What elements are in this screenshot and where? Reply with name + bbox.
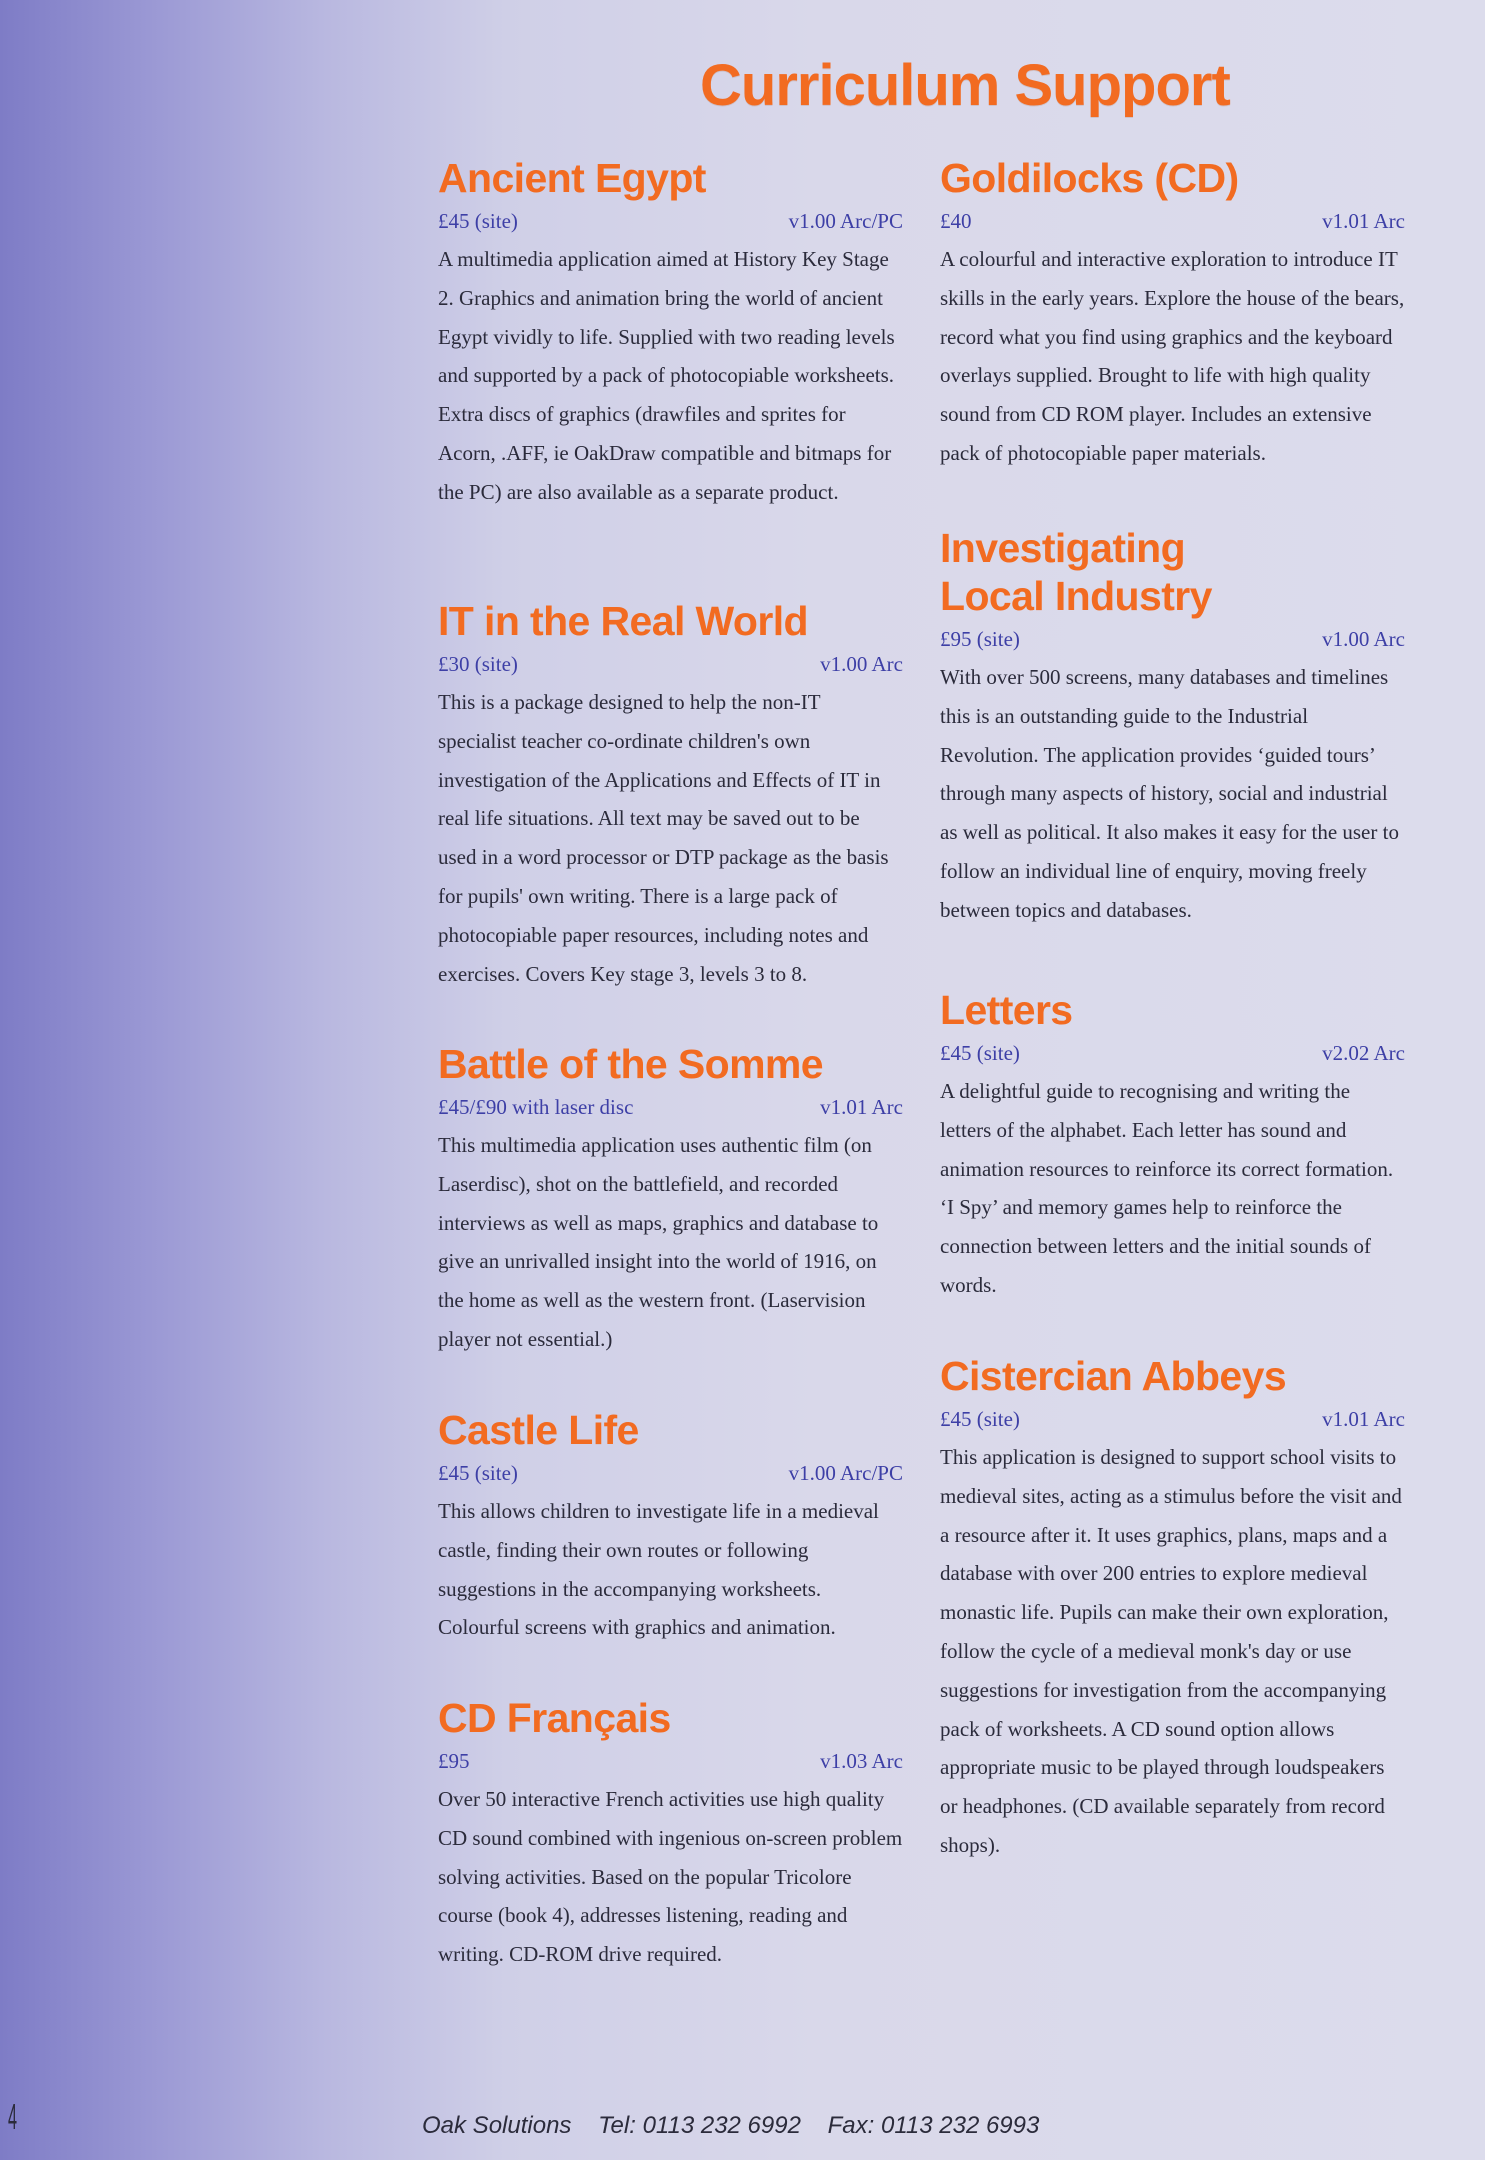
product-price: £40 <box>940 209 972 233</box>
product-description: This multimedia application uses authentic film (on Laserdisc), shot on the battlefield, and recorded interviews as well as maps, graphics and database to give an unrivalled insight into the world of 1916, on the home as well as the western front. (Laservision player not essential.) <box>438 1133 879 1351</box>
product-price: £45 (site) <box>438 1461 518 1485</box>
product-meta <box>940 206 1405 236</box>
product-battle-of-the-somme <box>438 1040 903 1359</box>
product-title: Castle Life <box>438 1407 639 1453</box>
product-goldilocks <box>940 154 1405 473</box>
product-meta <box>940 624 1405 654</box>
product-price: £30 (site) <box>438 652 518 676</box>
product-meta <box>438 1092 903 1122</box>
product-description: This application is designed to support school visits to medieval sites, acting as a stimulus before the visit and a resource after it. It uses graphics, plans, maps and a database with over 200 entries to explore medieval monastic life. Pupils can make their own exploration, follow the cycle of a medieval monk's day or use suggestions for investigation from the accompanying pack of worksheets. A CD sound option allows appropriate music to be played through loudspeakers or headphones. (CD available separately from record shops). <box>940 1445 1402 1857</box>
footer-contact <box>422 2112 1039 2140</box>
product-price: £45 (site) <box>940 1041 1020 1065</box>
product-description: With over 500 screens, many databases and timelines this is an outstanding guide to the Industrial Revolution. The application provides ‘guided tours’ through many aspects of history, social and industrial as well as political. It also makes it easy for the user to follow an individual line of enquiry, moving freely between topics and databases. <box>940 665 1399 922</box>
product-price: £45 (site) <box>438 209 518 233</box>
product-description: A delightful guide to recognising and writing the letters of the alphabet. Each letter has sound and animation resources to reinforce its correct formation. ‘I Spy’ and memory games help to reinforce the connection between letters and the initial sounds of words. <box>940 1079 1394 1297</box>
product-title: Ancient Egypt <box>438 155 706 201</box>
product-meta <box>438 1458 903 1488</box>
footer-tel: Tel: 0113 232 6992 <box>598 2112 801 2139</box>
product-title: CD Français <box>438 1695 671 1741</box>
product-version: v1.00 Arc/PC <box>788 209 903 233</box>
product-title: Cistercian Abbeys <box>940 1353 1287 1399</box>
product-investigating-local-industry <box>940 524 1405 930</box>
product-version: v1.01 Arc <box>1322 209 1405 233</box>
product-it-in-the-real-world <box>438 597 903 993</box>
product-title: Letters <box>940 987 1073 1033</box>
product-version: v1.00 Arc <box>820 652 903 676</box>
product-castle-life <box>438 1406 903 1647</box>
product-price: £95 <box>438 1749 470 1773</box>
product-description: Over 50 interactive French activities use high quality CD sound combined with ingenious on-screen problem solving activities. Based on the popular Tricolore course (book 4), addresses listening, reading and writing. CD-ROM drive required. <box>438 1787 903 1967</box>
product-meta <box>438 1746 903 1776</box>
product-cistercian-abbeys <box>940 1352 1405 1865</box>
product-title: Goldilocks (CD) <box>940 155 1239 201</box>
product-version: v1.03 Arc <box>820 1749 903 1773</box>
product-meta <box>438 649 903 679</box>
product-title: IT in the Real World <box>438 598 808 644</box>
product-price: £95 (site) <box>940 627 1020 651</box>
product-version: v1.01 Arc <box>820 1095 903 1119</box>
product-description: This is a package designed to help the non-IT specialist teacher co-ordinate children's own investigation of the Applications and Effects of IT in real life situations. All text may be saved out to be used in a word processor or DTP package as the basis for pupils' own writing. There is a large pack of photocopiable paper resources, including notes and exercises. Covers Key stage 3, levels 3 to 8. <box>438 690 889 986</box>
product-description: This allows children to investigate life in a medieval castle, finding their own routes or following suggestions in the accompanying worksheets. Colourful screens with graphics and animation. <box>438 1499 879 1640</box>
footer-company: Oak Solutions <box>422 2112 572 2139</box>
product-meta <box>940 1404 1405 1434</box>
product-price: £45/£90 with laser disc <box>438 1095 634 1119</box>
product-price: £45 (site) <box>940 1407 1020 1431</box>
page-number: 4 <box>8 2096 18 2137</box>
product-meta <box>438 206 903 236</box>
product-title: Investigating Local Industry <box>940 525 1212 619</box>
product-ancient-egypt <box>438 154 903 512</box>
page-title: Curriculum Support <box>700 53 1230 118</box>
product-description: A multimedia application aimed at History Key Stage 2. Graphics and animation bring the world of ancient Egypt vividly to life. Supplied with two reading levels and supported by a pack of photocopiable worksheets. Extra discs of graphics (drawfiles and sprites for Acorn, .AFF, ie OakDraw compatible and bitmaps for the PC) are also available as a separate product. <box>438 247 895 504</box>
product-description: A colourful and interactive exploration to introduce IT skills in the early years. Explore the house of the bears, record what you find using graphics and the keyboard overlays supplied. Brought to life with high quality sound from CD ROM player. Includes an extensive pack of photocopiable paper materials. <box>940 247 1405 465</box>
product-version: v1.00 Arc/PC <box>788 1461 903 1485</box>
product-title: Battle of the Somme <box>438 1041 823 1087</box>
product-letters <box>940 986 1405 1305</box>
product-cd-francais <box>438 1694 903 1974</box>
product-version: v1.00 Arc <box>1322 627 1405 651</box>
product-meta <box>940 1038 1405 1068</box>
product-version: v1.01 Arc <box>1322 1407 1405 1431</box>
footer-fax: Fax: 0113 232 6993 <box>827 2112 1040 2139</box>
product-version: v2.02 Arc <box>1322 1041 1405 1065</box>
